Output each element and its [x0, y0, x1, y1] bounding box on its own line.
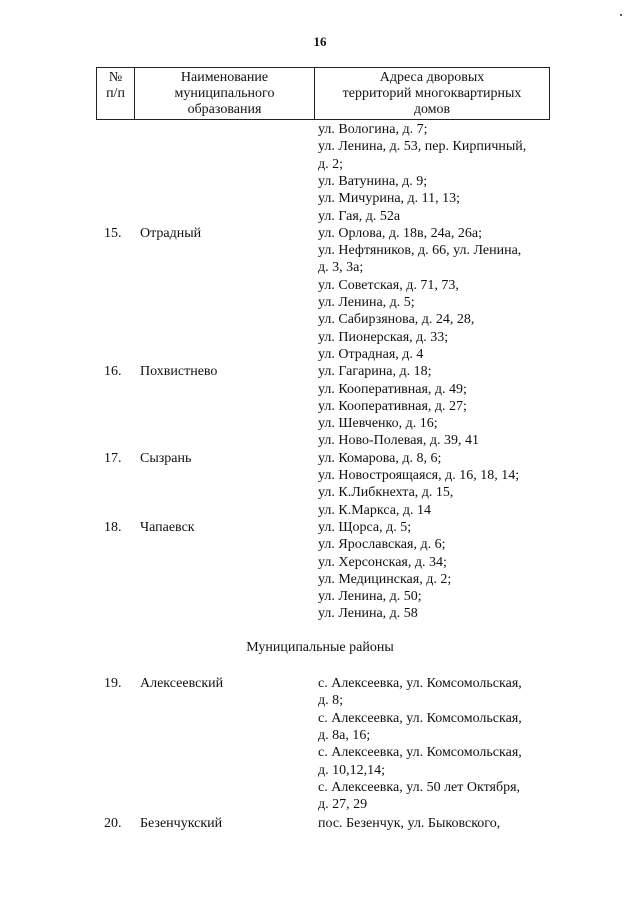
header-addresses-text: Адреса дворовых территорий многоквартирных домов — [342, 70, 522, 117]
municipality-name: Отрадный — [140, 225, 202, 241]
address-line: ул. Ленина, д. 53, пер. Кирпичный, — [318, 139, 527, 155]
address-line: д. 8а, 16; — [318, 727, 371, 743]
address-line: с. Алексеевка, ул. Комсомольская, — [318, 745, 522, 761]
address-line: ул. Пионерская, д. 33; — [318, 329, 449, 345]
scan-mark — [620, 14, 622, 16]
address-line: ул. Советская, д. 71, 73, — [318, 277, 459, 293]
address-line: ул. Кооперативная, д. 27; — [318, 398, 467, 414]
table-header — [96, 67, 550, 120]
address-line: д. 2; — [318, 156, 344, 172]
address-line: ул. Гая, д. 52а — [318, 208, 401, 224]
address-line: ул. Нефтяников, д. 66, ул. Ленина, — [318, 243, 522, 259]
address-line: ул. Ярославская, д. 6; — [318, 537, 446, 553]
address-line: ул. Ватунина, д. 9; — [318, 173, 428, 189]
municipality-name: Сызрань — [140, 450, 192, 466]
header-num-text: № п/п — [106, 70, 125, 101]
header-num — [97, 68, 135, 120]
district-name: Алексеевский — [140, 676, 224, 691]
address-line: д. 8; — [318, 693, 344, 709]
address-line: д. 10,12,14; — [318, 762, 386, 778]
row-number: 18. — [104, 519, 122, 535]
address-line: ул. Мичурина, д. 11, 13; — [318, 191, 461, 207]
address-line: ул. К.Либкнехта, д. 15, — [318, 485, 454, 501]
address-line: ул. Щорса, д. 5; — [318, 519, 412, 535]
address-line: ул. Кооперативная, д. 49; — [318, 381, 467, 397]
address-line: ул. Ново-Полевая, д. 39, 41 — [318, 433, 479, 449]
address-line: ул. Орлова, д. 18в, 24а, 26а; — [318, 225, 482, 241]
address-line: ул. Ленина, д. 58 — [318, 606, 418, 622]
address-line: ул. Отрадная, д. 4 — [318, 346, 424, 362]
row-number: 15. — [104, 225, 122, 241]
address-line: д. 27, 29 — [318, 797, 368, 813]
row-number: 19. — [104, 676, 122, 691]
address-line: с. Алексеевка, ул. Комсомольская, — [318, 710, 522, 726]
municipality-name: Чапаевск — [140, 519, 195, 535]
address-line: пос. Безенчук, ул. Быковского, — [318, 816, 501, 832]
row-number: 17. — [104, 450, 122, 466]
municipality-name: Похвистнево — [140, 364, 218, 380]
address-line: с. Алексеевка, ул. Комсомольская, — [318, 676, 522, 691]
address-line: ул. Вологина, д. 7; — [318, 122, 428, 137]
address-line: ул. К.Маркса, д. 14 — [318, 502, 432, 518]
header-name-text: Наименование муниципального образования — [174, 70, 275, 117]
header-name — [135, 68, 315, 120]
address-line: с. Алексеевка, ул. 50 лет Октября, — [318, 779, 521, 795]
address-line: ул. Комарова, д. 8, 6; — [318, 450, 442, 466]
address-line: ул. Ленина, д. 5; — [318, 295, 415, 310]
address-line: ул. Ленина, д. 50; — [318, 589, 422, 605]
section-title: Муниципальные районы — [246, 640, 394, 655]
address-line: ул. Сабирзянова, д. 24, 28, — [318, 312, 475, 328]
row-number: 16. — [104, 364, 122, 380]
address-line: ул. Херсонская, д. 34; — [318, 554, 447, 570]
address-line: д. 3, 3а; — [318, 260, 364, 276]
address-line: ул. Гагарина, д. 18; — [318, 364, 432, 380]
page-number: 16 — [313, 34, 327, 49]
address-line: ул. Новостроящаяся, д. 16, 18, 14; — [318, 468, 520, 483]
address-line: ул. Шевченко, д. 16; — [318, 416, 438, 432]
row-number: 20. — [104, 816, 122, 832]
district-name: Безенчукский — [140, 816, 223, 832]
header-addresses — [315, 68, 549, 120]
address-line: ул. Медицинская, д. 2; — [318, 571, 452, 587]
header-bottom-rule — [96, 119, 549, 121]
